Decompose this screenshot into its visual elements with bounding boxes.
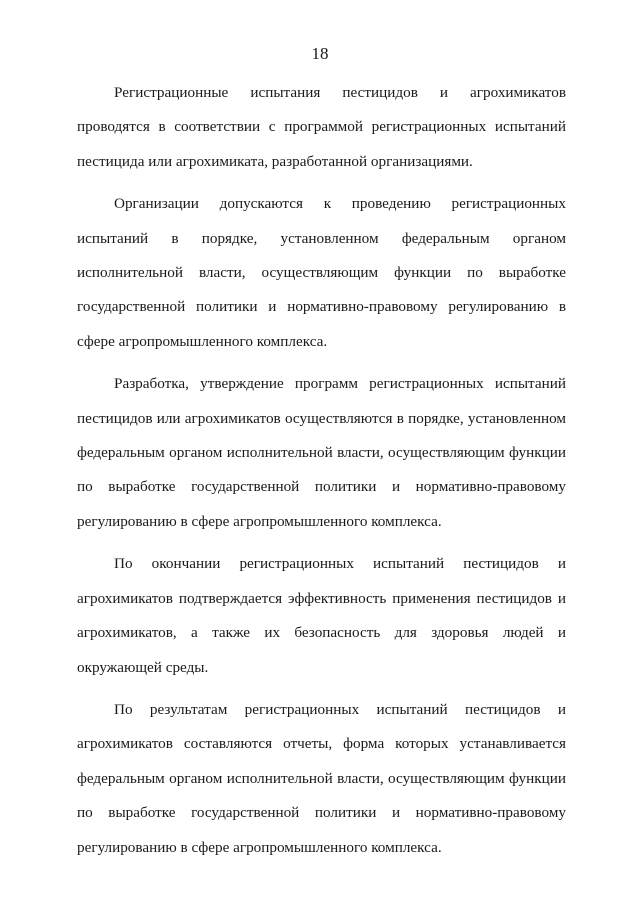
document-body <box>77 76 566 873</box>
paragraph-tests-results-confirmation: По окончании регистрационных испытаний пестицидов и агрохимикатов подтверждается эффективность применения пестицидов и агрохимикатов, а также их безопасность для здоровья людей и окружающей среды. <box>77 555 566 676</box>
page-number: 18 <box>311 44 329 63</box>
paragraph-program-development: Разработка, утверждение программ регистрационных испытаний пестицидов или агрохимикатов осуществляются в порядке, установленном федеральным органом исполнительной власти, осуществляющим функции по выработке государственной политики и нормативно-правовому регулированию в сфере агропромышленного комплекса. <box>77 375 566 530</box>
paragraph-registration-tests-program: Регистрационные испытания пестицидов и агрохимикатов проводятся в соответствии с программой регистрационных испытаний пестицида или агрохимиката, разработанной организациями. <box>77 84 566 170</box>
paragraph-organizations-admission: Организации допускаются к проведению регистрационных испытаний в порядке, установленном федеральным органом исполнительной власти, осуществляющим функции по выработке государственной политики и нормативно-правовому регулированию в сфере агропромышленного комплекса. <box>77 195 566 350</box>
paragraph-tests-reports: По результатам регистрационных испытаний пестицидов и агрохимикатов составляются отчеты, форма которых устанавливается федеральным органом исполнительной власти, осуществляющим функции по выработке государственной политики и нормативно-правовому регулированию в сфере агропромышленного комплекса. <box>77 700 566 856</box>
